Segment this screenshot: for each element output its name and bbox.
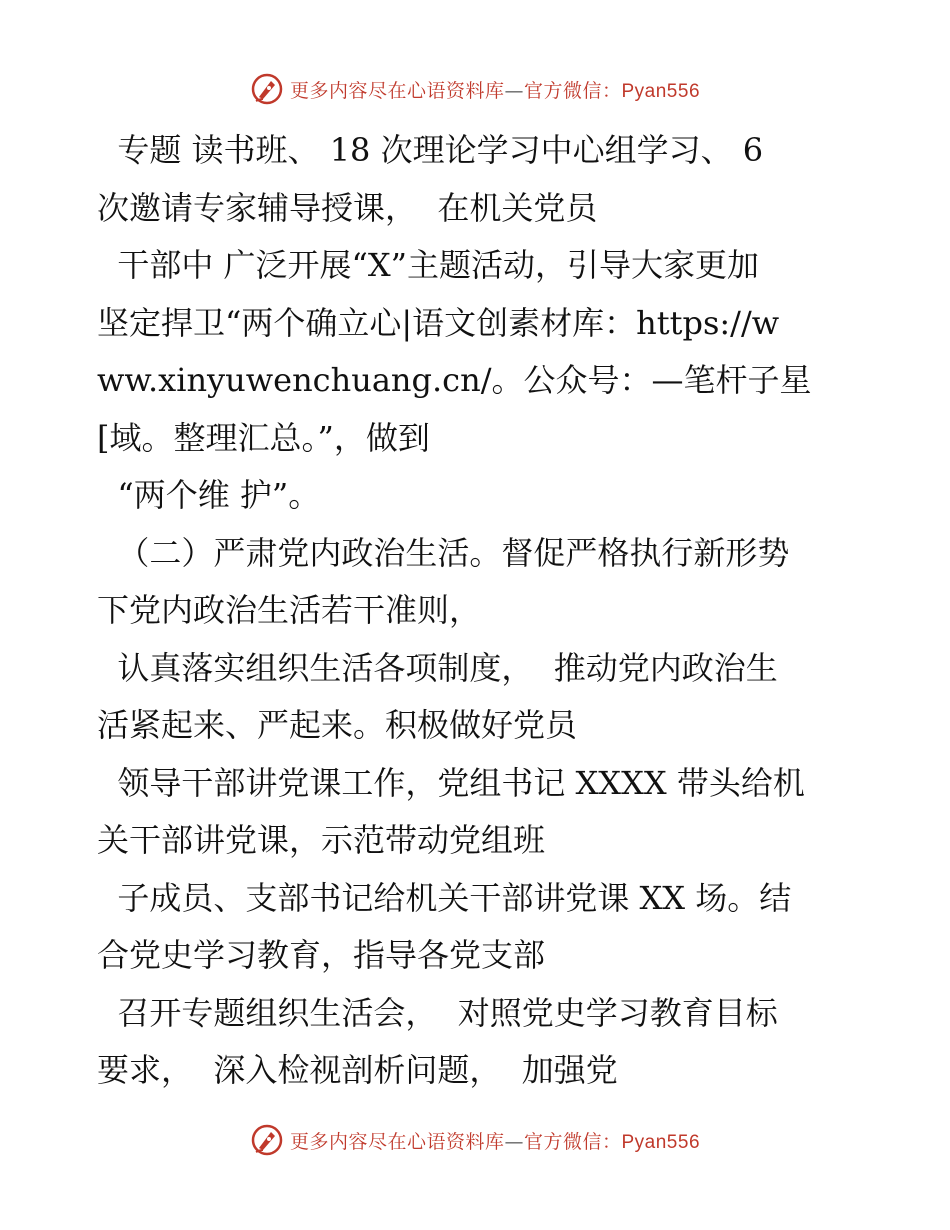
text-line: 下党内政治生活若干准则，	[97, 591, 482, 629]
text-line: 召开专题组织生活会， 对照党史学习教育目标	[97, 993, 778, 1032]
text-line: 活紧起来、严起来。积极做好党员	[97, 706, 578, 744]
watermark-separator: —	[504, 79, 524, 102]
watermark-text	[290, 1127, 700, 1154]
text-line: （二）严肃党内政治生活。督促严格执行新形势	[97, 533, 790, 572]
pen-nib-logo-icon	[250, 1123, 284, 1157]
watermark-main: 更多内容尽在心语资料库	[289, 1130, 505, 1153]
text-line: ww.xinyuwenchuang.cn/。公众号：—笔杆子星	[97, 361, 812, 399]
text-line: 认真落实组织生活各项制度， 推动党内政治生	[97, 648, 778, 687]
text-line: “两个维 护”。	[97, 476, 321, 514]
text-line: 合党史学习教育，指导各党支部	[97, 936, 546, 974]
watermark-wechat-label: 官方微信：	[523, 1130, 622, 1153]
text-line: 专题 读书班、 18 次理论学习中心组学习、 6	[97, 131, 764, 169]
text-line: [域。整理汇总。”，做到	[97, 418, 430, 457]
watermark-wechat-account: Pyan556	[621, 80, 701, 102]
pen-nib-logo-icon	[250, 72, 284, 106]
watermark-wechat-account: Pyan556	[621, 1131, 701, 1153]
text-line: 子成员、支部书记给机关干部讲党课 XX 场。结	[97, 878, 792, 917]
header-watermark	[0, 72, 950, 106]
text-line: 干部中 广泛开展“X”主题活动，引导大家更加	[97, 246, 760, 284]
text-line: 要求， 深入检视剖析问题， 加强党	[97, 1051, 618, 1089]
text-line: 领导干部讲党课工作，党组书记 XXXX 带头给机	[97, 763, 805, 802]
document-body	[97, 122, 867, 1100]
watermark-separator: —	[504, 1130, 524, 1153]
footer-watermark	[0, 1123, 950, 1157]
text-line: 关干部讲党课，示范带动党组班	[97, 821, 546, 859]
watermark-text	[290, 76, 700, 103]
watermark-main: 更多内容尽在心语资料库	[289, 79, 505, 102]
text-line: 坚定捍卫“两个确立心|语文创素材库：https://w	[97, 303, 780, 342]
text-line: 次邀请专家辅导授课， 在机关党员	[97, 188, 598, 227]
watermark-wechat-label: 官方微信：	[523, 79, 622, 102]
